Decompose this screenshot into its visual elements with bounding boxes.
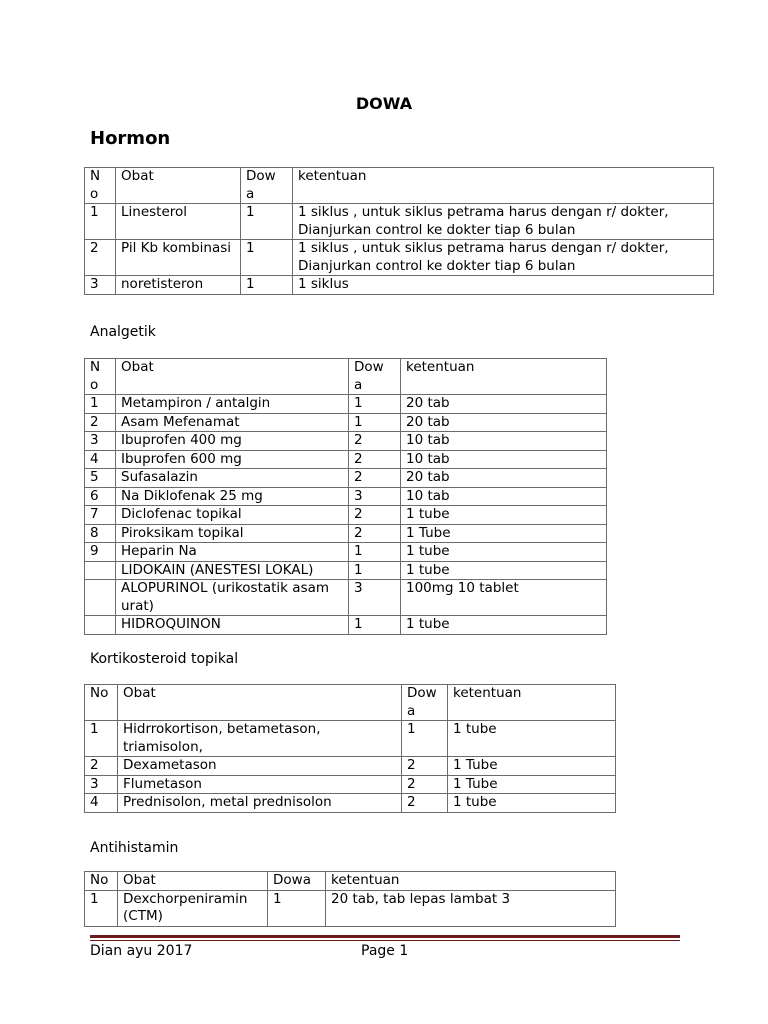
- table-row: [85, 469, 607, 488]
- antihistamin-table: [84, 871, 616, 927]
- cell-dowa: 2: [402, 775, 448, 794]
- header-cell: Dow a: [349, 359, 401, 395]
- table-row: [85, 487, 607, 506]
- analgetik-table: [84, 358, 607, 635]
- cell-dowa: 2: [349, 432, 401, 451]
- cell-ketentuan: 20 tab: [401, 395, 607, 414]
- cell-no: [85, 580, 116, 616]
- cell-dowa: 1: [402, 721, 448, 757]
- table-row: [85, 757, 616, 776]
- cell-ketentuan: 10 tab: [401, 432, 607, 451]
- cell-ketentuan: 1 siklus , untuk siklus petrama harus dengan r/ dokter, Dianjurkan control ke dokter tiap 6 bulan: [293, 204, 714, 240]
- table-row: [85, 794, 616, 813]
- kortikosteroid-table: [84, 684, 616, 813]
- cell-no: 9: [85, 543, 116, 562]
- table-row: [85, 524, 607, 543]
- cell-no: 2: [85, 240, 116, 276]
- cell-no: 6: [85, 487, 116, 506]
- cell-no: 1: [85, 721, 118, 757]
- cell-ketentuan: 1 tube: [401, 616, 607, 635]
- cell-ketentuan: 1 siklus: [293, 276, 714, 295]
- cell-no: [85, 561, 116, 580]
- table-row: [85, 721, 616, 757]
- cell-obat: Asam Mefenamat: [116, 413, 349, 432]
- header-cell: ketentuan: [326, 872, 616, 891]
- cell-ketentuan: 1 tube: [401, 506, 607, 525]
- cell-no: 5: [85, 469, 116, 488]
- cell-obat: Dexchorpeniramin (CTM): [118, 890, 268, 926]
- table-row: [85, 395, 607, 414]
- header-cell: No: [85, 685, 118, 721]
- cell-no: 3: [85, 432, 116, 451]
- cell-obat: Ibuprofen 400 mg: [116, 432, 349, 451]
- cell-dowa: 1: [268, 890, 326, 926]
- table-header-row: [85, 685, 616, 721]
- cell-obat: Piroksikam topikal: [116, 524, 349, 543]
- cell-dowa: 1: [241, 276, 293, 295]
- header-cell: ketentuan: [293, 168, 714, 204]
- cell-obat: Na Diklofenak 25 mg: [116, 487, 349, 506]
- table-header-row: [85, 359, 607, 395]
- cell-obat: LIDOKAIN (ANESTESI LOKAL): [116, 561, 349, 580]
- cell-dowa: 2: [349, 469, 401, 488]
- table-row: [85, 240, 714, 276]
- cell-no: 3: [85, 276, 116, 295]
- header-cell: Obat: [116, 359, 349, 395]
- section-label-analgetik: Analgetik: [90, 324, 156, 340]
- footer-rule: [90, 935, 680, 938]
- cell-obat: Dexametason: [118, 757, 402, 776]
- cell-dowa: 2: [349, 506, 401, 525]
- cell-obat: Sufasalazin: [116, 469, 349, 488]
- cell-ketentuan: 10 tab: [401, 487, 607, 506]
- cell-no: 2: [85, 757, 118, 776]
- cell-obat: Prednisolon, metal prednisolon: [118, 794, 402, 813]
- header-cell: N o: [85, 168, 116, 204]
- cell-obat: HIDROQUINON: [116, 616, 349, 635]
- footer-page-number: Page 1: [361, 943, 409, 959]
- cell-dowa: 2: [349, 524, 401, 543]
- footer-rule-thin: [90, 940, 680, 941]
- table-row: [85, 890, 616, 926]
- document-title: DOWA: [355, 94, 413, 113]
- cell-obat: noretisteron: [116, 276, 241, 295]
- cell-no: 3: [85, 775, 118, 794]
- header-cell: Obat: [116, 168, 241, 204]
- cell-dowa: 1: [241, 240, 293, 276]
- cell-dowa: 2: [402, 794, 448, 813]
- cell-dowa: 2: [349, 450, 401, 469]
- table-row: [85, 413, 607, 432]
- cell-ketentuan: 100mg 10 tablet: [401, 580, 607, 616]
- cell-ketentuan: 1 tube: [448, 721, 616, 757]
- cell-no: 7: [85, 506, 116, 525]
- cell-ketentuan: 1 siklus , untuk siklus petrama harus dengan r/ dokter, Dianjurkan control ke dokter tiap 6 bulan: [293, 240, 714, 276]
- header-cell: Dow a: [402, 685, 448, 721]
- table-row: [85, 775, 616, 794]
- cell-no: 1: [85, 395, 116, 414]
- footer-author: Dian ayu 2017: [90, 943, 193, 959]
- header-cell: Obat: [118, 872, 268, 891]
- header-cell: Dow a: [241, 168, 293, 204]
- cell-no: [85, 616, 116, 635]
- cell-obat: Pil Kb kombinasi: [116, 240, 241, 276]
- cell-dowa: 3: [349, 487, 401, 506]
- cell-no: 8: [85, 524, 116, 543]
- table-header-row: [85, 872, 616, 891]
- cell-ketentuan: 1 tube: [401, 543, 607, 562]
- table-row: [85, 204, 714, 240]
- section-label-antihistamin: Antihistamin: [90, 840, 179, 856]
- cell-no: 1: [85, 204, 116, 240]
- hormon-table: [84, 167, 714, 295]
- cell-dowa: 1: [349, 616, 401, 635]
- header-cell: Obat: [118, 685, 402, 721]
- table-header-row: [85, 168, 714, 204]
- cell-dowa: 1: [349, 413, 401, 432]
- cell-obat: Diclofenac topikal: [116, 506, 349, 525]
- section-heading-hormon: Hormon: [90, 128, 171, 149]
- cell-ketentuan: 1 Tube: [448, 775, 616, 794]
- header-cell: No: [85, 872, 118, 891]
- table-row: [85, 506, 607, 525]
- header-cell: N o: [85, 359, 116, 395]
- header-cell: ketentuan: [448, 685, 616, 721]
- cell-no: 2: [85, 413, 116, 432]
- table-row: [85, 616, 607, 635]
- table-row: [85, 543, 607, 562]
- cell-ketentuan: 1 Tube: [401, 524, 607, 543]
- table-row: [85, 276, 714, 295]
- cell-dowa: 1: [349, 543, 401, 562]
- cell-obat: Hidrrokortison, betametason, triamisolon,: [118, 721, 402, 757]
- cell-no: 4: [85, 450, 116, 469]
- table-row: [85, 561, 607, 580]
- cell-ketentuan: 1 tube: [401, 561, 607, 580]
- cell-ketentuan: 20 tab, tab lepas lambat 3: [326, 890, 616, 926]
- header-cell: ketentuan: [401, 359, 607, 395]
- table-row: [85, 432, 607, 451]
- cell-dowa: 1: [241, 204, 293, 240]
- cell-obat: Flumetason: [118, 775, 402, 794]
- cell-dowa: 1: [349, 561, 401, 580]
- cell-obat: Heparin Na: [116, 543, 349, 562]
- cell-ketentuan: 1 Tube: [448, 757, 616, 776]
- cell-no: 1: [85, 890, 118, 926]
- cell-dowa: 2: [402, 757, 448, 776]
- cell-dowa: 1: [349, 395, 401, 414]
- cell-obat: Ibuprofen 600 mg: [116, 450, 349, 469]
- header-cell: Dowa: [268, 872, 326, 891]
- cell-ketentuan: 20 tab: [401, 469, 607, 488]
- cell-ketentuan: 20 tab: [401, 413, 607, 432]
- cell-ketentuan: 1 tube: [448, 794, 616, 813]
- cell-obat: ALOPURINOL (urikostatik asam urat): [116, 580, 349, 616]
- cell-ketentuan: 10 tab: [401, 450, 607, 469]
- cell-obat: Metampiron / antalgin: [116, 395, 349, 414]
- cell-dowa: 3: [349, 580, 401, 616]
- cell-no: 4: [85, 794, 118, 813]
- table-row: [85, 580, 607, 616]
- section-label-kortikosteroid: Kortikosteroid topikal: [90, 651, 239, 667]
- table-row: [85, 450, 607, 469]
- cell-obat: Linesterol: [116, 204, 241, 240]
